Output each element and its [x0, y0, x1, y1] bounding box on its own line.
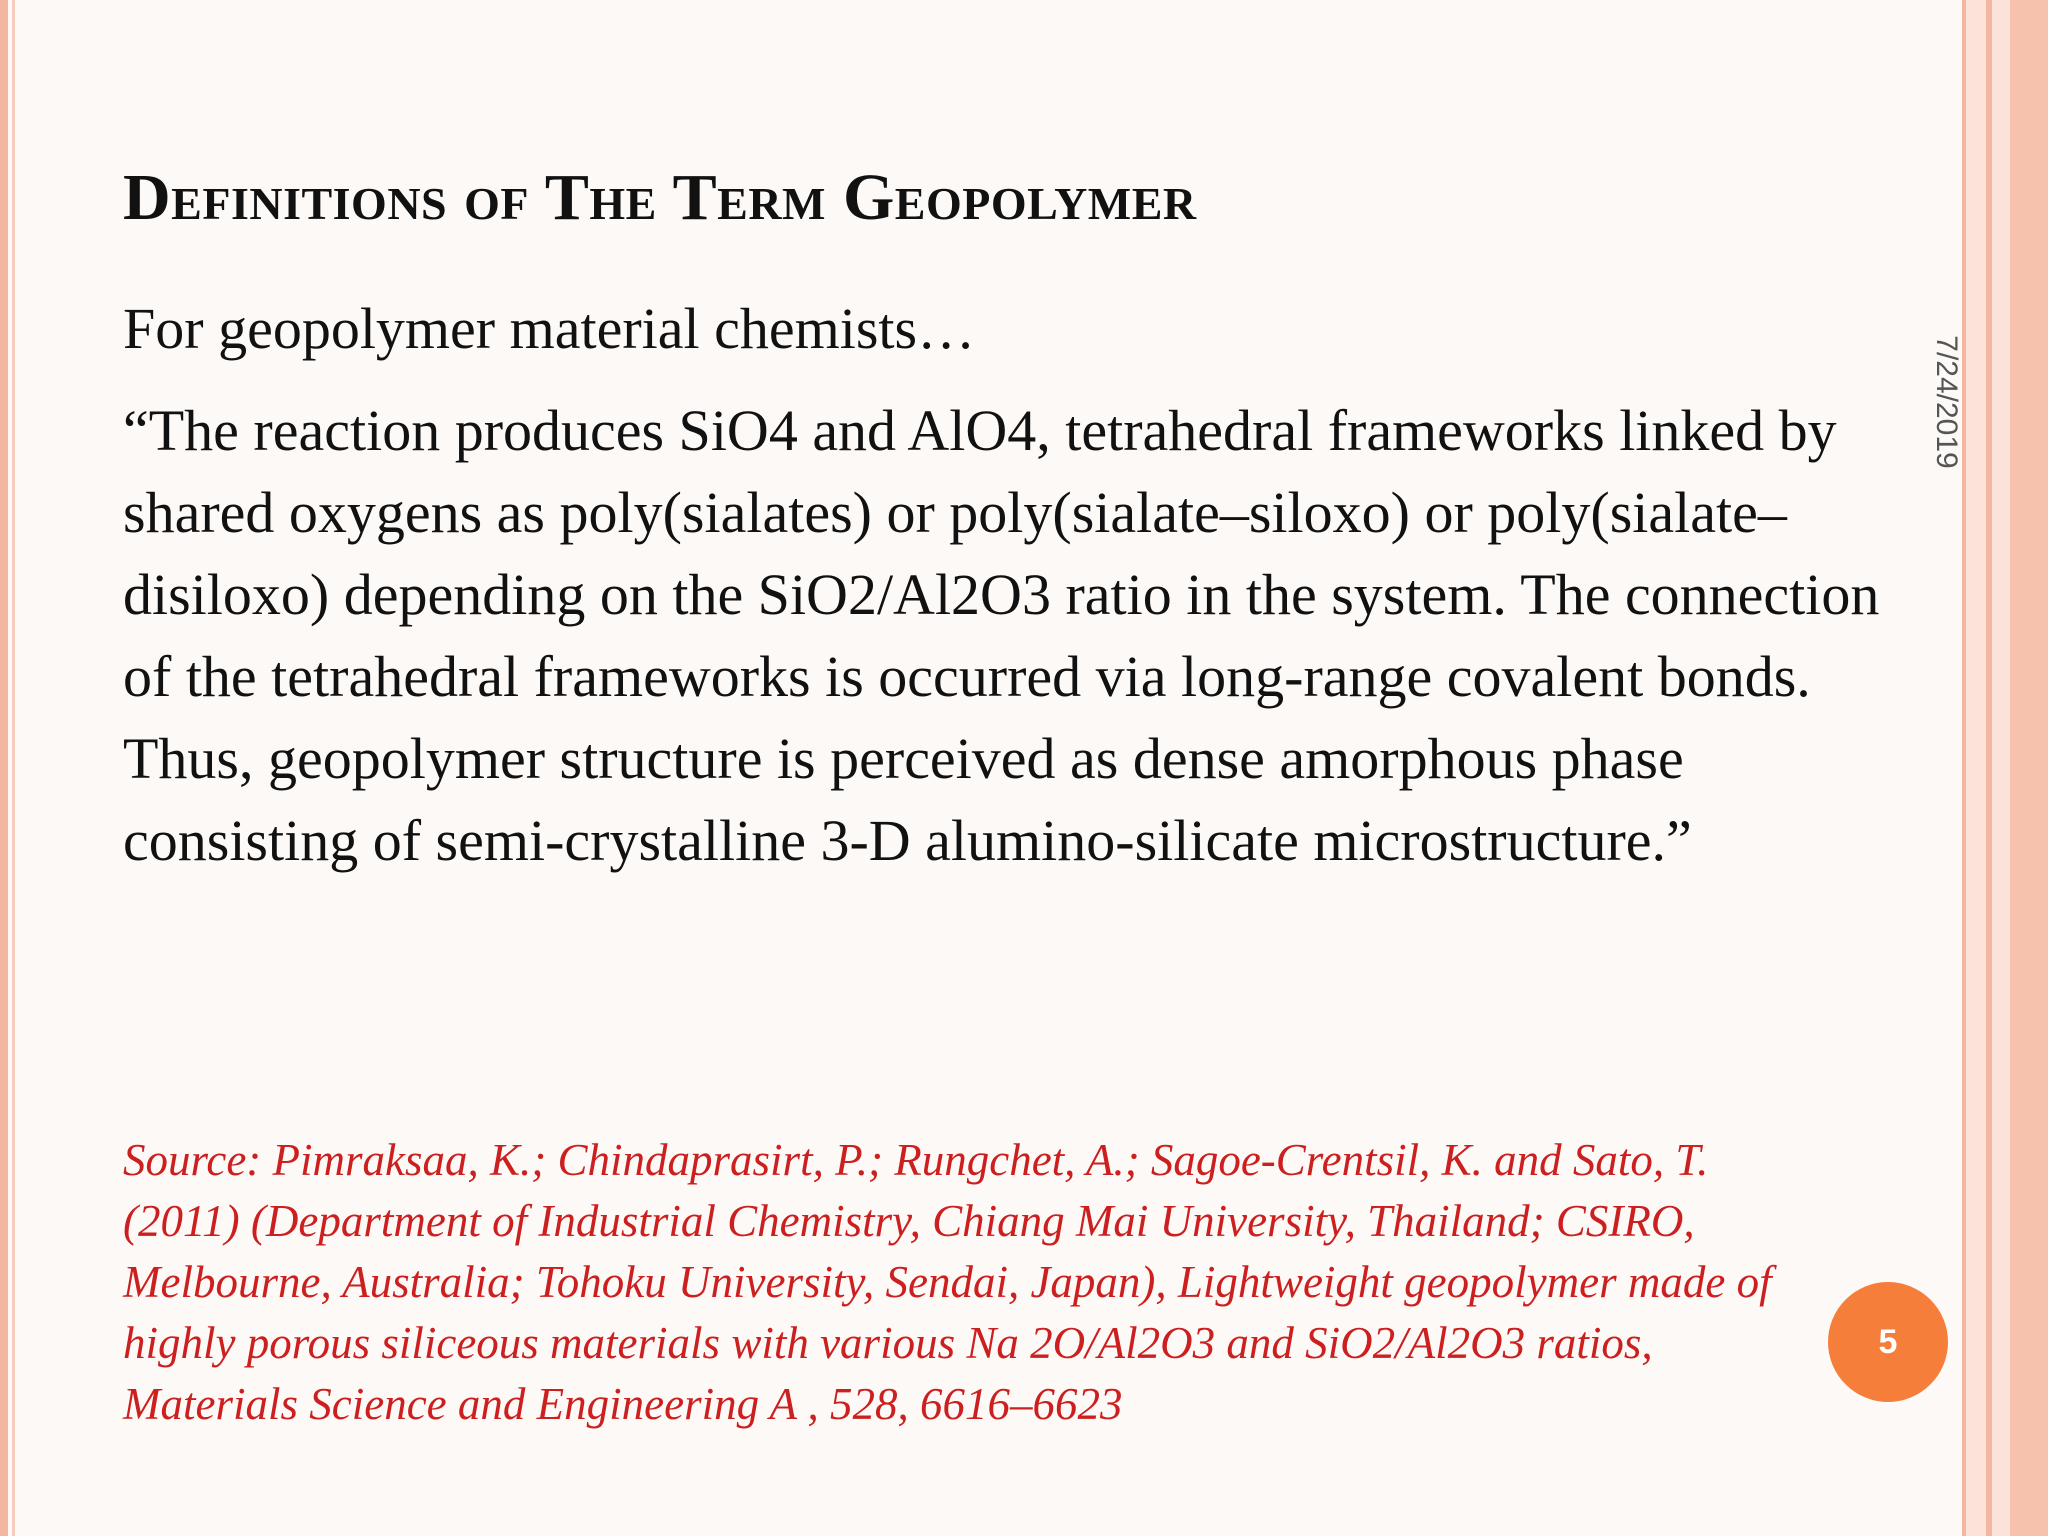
right-border-band: [1992, 0, 2010, 1536]
right-border-stripe: [2010, 0, 2048, 1536]
source-citation: Source: Pimraksaa, K.; Chindaprasirt, P.; Rungchet, A.; Sagoe-Crentsil, K. and Sato, T. (2011) (Department of Industrial Chemistry, Chiang Mai University, Thailand; CSIRO, Melbourne, Australia; Tohoku University, Sendai, Japan), Lightweight geopolymer made of highly porous siliceous materials with various Na 2O/Al2O3 and SiO2/Al2O3 ratios, Materials Science and Engineering A , 528, 6616–6623: [123, 1135, 1772, 1429]
intro-text: For geopolymer material chemists…: [123, 296, 976, 361]
left-border-line: [12, 0, 15, 1536]
definition-quote: “The reaction produces SiO4 and AlO4, tetrahedral frameworks linked by shared oxygens as poly(sialates) or poly(sialate–siloxo) or poly(sialate–disiloxo) depending on the SiO2/Al2O3 ratio in the system. The connection of the tetrahedral frameworks is occurred via long-range covalent bonds. Thus, geopolymer structure is perceived as dense amorphous phase consisting of semi-crystalline 3-D alumino-silicate microstructure.”: [123, 398, 1880, 873]
right-border-band: [1966, 0, 1986, 1536]
page-number-badge: 5: [1828, 1282, 1948, 1402]
left-border-stripe: [0, 0, 8, 1536]
slide-title: Definitions of The Term Geopolymer: [123, 161, 1197, 234]
slide-date: 7/24/2019: [1930, 335, 1963, 469]
